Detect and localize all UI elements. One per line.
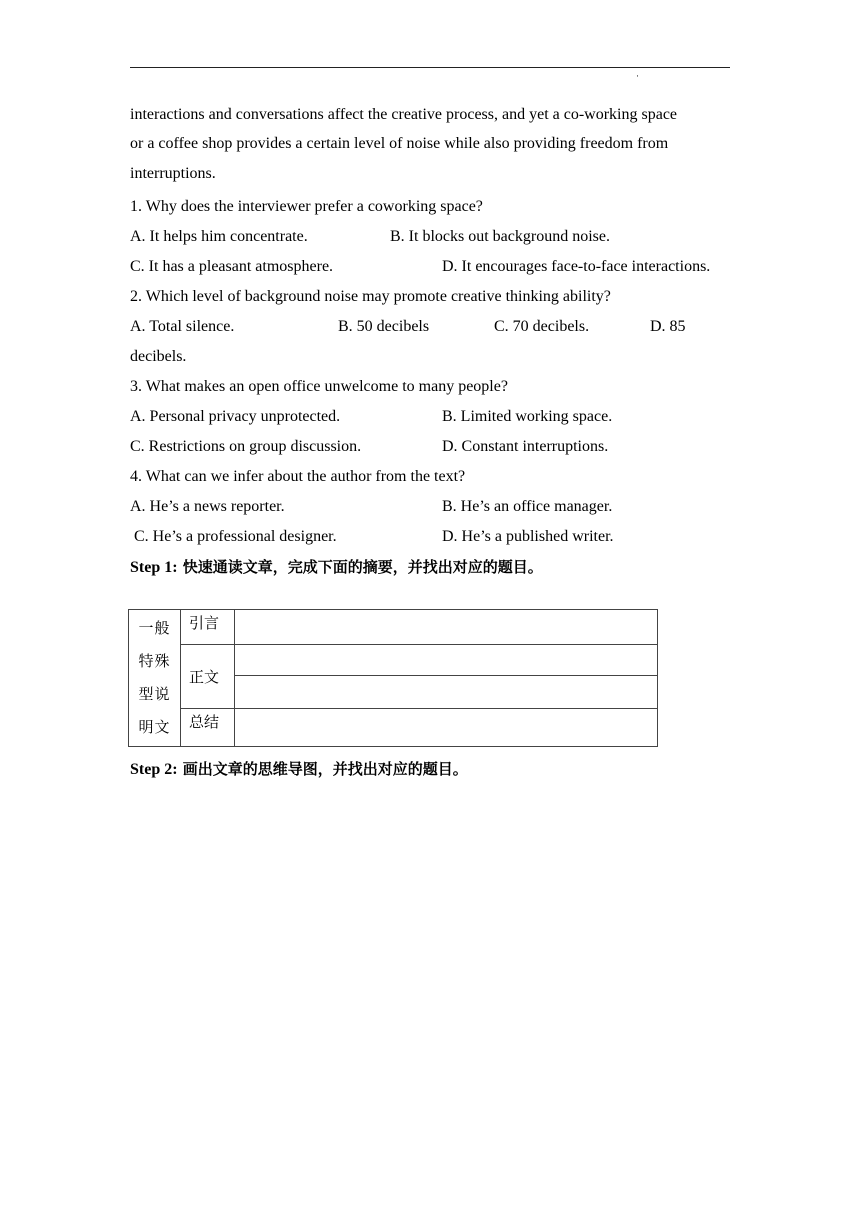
text-type-cell <box>129 610 181 747</box>
question-option: A. Total silence. <box>130 318 235 335</box>
header-rule <box>130 67 730 68</box>
step1-text: 快速通读文章，完成下面的摘要，并找出对应的题目。 <box>177 558 543 576</box>
question-option: C. He’s a professional designer. <box>130 528 337 545</box>
question-option: A. Personal privacy unprotected. <box>130 408 341 425</box>
text-type-char: 明文 <box>138 718 171 736</box>
text-type-char: 特殊 <box>138 652 171 670</box>
question-option: C. 70 decibels. <box>494 318 590 335</box>
section-label-summary: 总结 <box>181 709 235 747</box>
text-type-char: 型说 <box>138 685 171 703</box>
question-option: B. Limited working space. <box>442 408 613 425</box>
question-stem: 1. Why does the interviewer prefer a coworking space? <box>130 198 483 215</box>
section-label-body: 正文 <box>181 645 235 709</box>
question-option: D. He’s a published writer. <box>442 528 614 545</box>
answer-cell[interactable] <box>235 676 658 709</box>
question-option: B. 50 decibels <box>338 318 430 335</box>
question-option: C. It has a pleasant atmosphere. <box>130 258 334 275</box>
question-option-continuation: decibels. <box>130 348 187 365</box>
text-type-char: 一般 <box>138 619 171 637</box>
step2-text: 画出文章的思维导图，并找出对应的题目。 <box>177 760 468 778</box>
section-label-intro: 引言 <box>181 610 235 645</box>
summary-table <box>128 609 658 747</box>
question-option: B. He’s an office manager. <box>442 498 613 515</box>
step2-heading <box>130 759 468 780</box>
passage-line: or a coffee shop provides a certain level of noise while also providing freedom from <box>130 135 669 152</box>
passage-line: interactions and conversations affect the creative process, and yet a co-working space <box>130 106 678 123</box>
question-option: A. He’s a news reporter. <box>130 498 285 515</box>
question-option: B. It blocks out background noise. <box>390 228 610 245</box>
passage-line: interruptions. <box>130 165 216 182</box>
question-option: D. It encourages face-to-face interactions. <box>442 258 711 275</box>
question-option: D. 85 <box>650 318 686 335</box>
step1-label: Step 1: <box>130 559 178 576</box>
question-option: C. Restrictions on group discussion. <box>130 438 362 455</box>
answer-cell[interactable] <box>235 610 658 645</box>
step2-label: Step 2: <box>130 761 178 778</box>
question-stem: 2. Which level of background noise may promote creative thinking ability? <box>130 288 611 305</box>
step1-heading <box>130 557 543 578</box>
answer-cell[interactable] <box>235 645 658 676</box>
question-stem: 4. What can we infer about the author from the text? <box>130 468 466 485</box>
header-dot: · <box>636 71 639 81</box>
question-stem: 3. What makes an open office unwelcome to many people? <box>130 378 508 395</box>
answer-cell[interactable] <box>235 709 658 747</box>
question-option: D. Constant interruptions. <box>442 438 609 455</box>
question-option: A. It helps him concentrate. <box>130 228 308 245</box>
